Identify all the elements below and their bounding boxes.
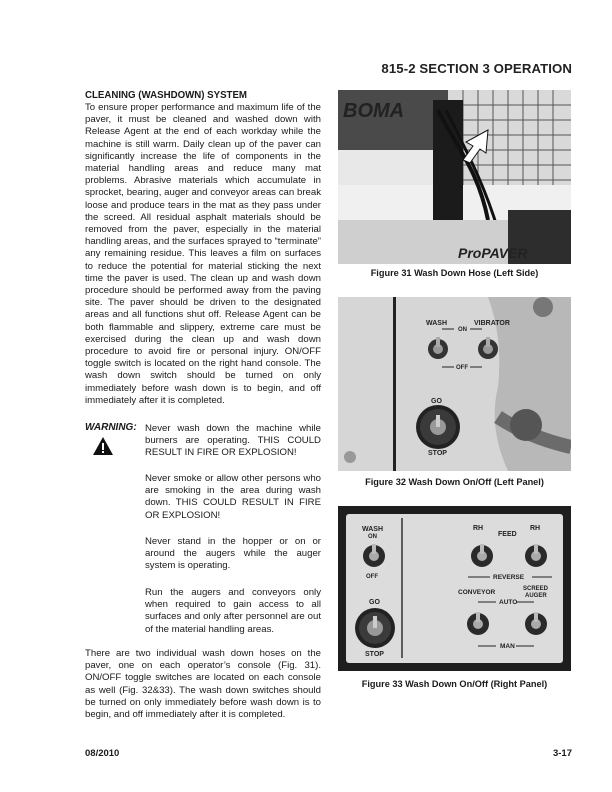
svg-text:RH: RH <box>530 525 541 532</box>
intro-paragraph: To ensure proper performance and maximum life of the paver, it must be cleaned and washed down with Release Agent at the end of each workday while the machine is still warm. Daily clean up of the paver can significantly increase the life of components in the material handling areas and reduce many mat problems. Abrasive materials which accumulate in sprocket, bearing, auger and conveyor areas can break loose and produce tears in the mat as they pass under the screed. All residual asphalt materials should be removed from the paver, especially in the material handling areas, and the surfaces sprayed to “terminate” any remaining residue. This leaves a film on surfaces to reduce the potential for material sticking the next time the paver is used. The clean up and wash down procedure should be performed away from the paving site. The paver should be driven to the designated areas and all functions shut off. Release Agent can be both flammable and slippery, extreme care must be exercised during the clean up and wash down procedure to avoid fire or personal injury. ON/OFF toggle switch is located on the right hand console. The wash down switch should be turned on only immediately before wash down is to begin, and off immediately after it is completed. <box>85 102 321 406</box>
warning-label: WARNING: <box>85 422 137 433</box>
svg-text:CONVEYOR: CONVEYOR <box>458 589 496 596</box>
warning-item: Never stand in the hopper or on or around the augers while the auger system is operating. <box>145 536 321 572</box>
section-title: CLEANING (WASHDOWN) SYSTEM <box>85 90 247 101</box>
warning-item: Never wash down the machine while burners are operating. THIS COULD RESULT IN FIRE OR EXPLOSION! <box>145 423 321 459</box>
svg-text:RH: RH <box>473 525 484 532</box>
footer-page-number: 3-17 <box>552 748 572 759</box>
propaver-logo: ProPAVER <box>458 245 528 261</box>
warning-item: Run the augers and conveyors only when required to gain access to all surfaces and only after personnel are out of the material handling areas. <box>145 587 321 635</box>
svg-text:FEED: FEED <box>498 531 517 538</box>
svg-text:STOP: STOP <box>428 450 447 457</box>
boma-logo: BOMA <box>343 100 405 122</box>
svg-text:AUTO: AUTO <box>499 599 518 606</box>
svg-text:WASH: WASH <box>426 320 447 327</box>
svg-text:AUGER: AUGER <box>525 593 547 599</box>
svg-text:ON: ON <box>458 327 467 333</box>
svg-text:SCREED: SCREED <box>523 586 549 592</box>
figure-32-photo <box>338 297 571 471</box>
svg-text:OFF: OFF <box>456 365 468 371</box>
warning-triangle-icon <box>92 436 114 456</box>
svg-text:REVERSE: REVERSE <box>493 574 525 581</box>
figure-31-caption: Figure 31 Wash Down Hose (Left Side) <box>370 268 539 278</box>
svg-text:MAN: MAN <box>500 643 515 650</box>
figure-31-photo <box>338 90 571 264</box>
figure-33-caption: Figure 33 Wash Down On/Off (Right Panel) <box>361 679 548 689</box>
svg-text:WASH: WASH <box>362 526 383 533</box>
footer-date: 08/2010 <box>85 748 120 759</box>
closing-paragraph: There are two individual wash down hoses on the paver, one on each operator’s console (Fig. 31). ON/OFF toggle switches are located on each console as well (Fig. 32&33). The wash down switches should be turned on only immediately before wash down is to begin, and off immediately after it is completed. <box>85 648 321 721</box>
page-header-title: 815-2 SECTION 3 OPERATION <box>381 61 572 76</box>
svg-text:ON: ON <box>368 534 377 540</box>
svg-text:GO: GO <box>369 599 380 606</box>
svg-text:OFF: OFF <box>366 574 378 580</box>
svg-text:VIBRATOR: VIBRATOR <box>474 320 510 327</box>
warning-item: Never smoke or allow other persons who are smoking in the area during wash down. THIS COULD RESULT IN FIRE OR EXPLOSION! <box>145 473 321 521</box>
svg-text:STOP: STOP <box>365 651 384 658</box>
svg-text:GO: GO <box>431 398 442 405</box>
figure-32-caption: Figure 32 Wash Down On/Off (Left Panel) <box>365 477 544 487</box>
figure-33-photo <box>338 506 571 671</box>
